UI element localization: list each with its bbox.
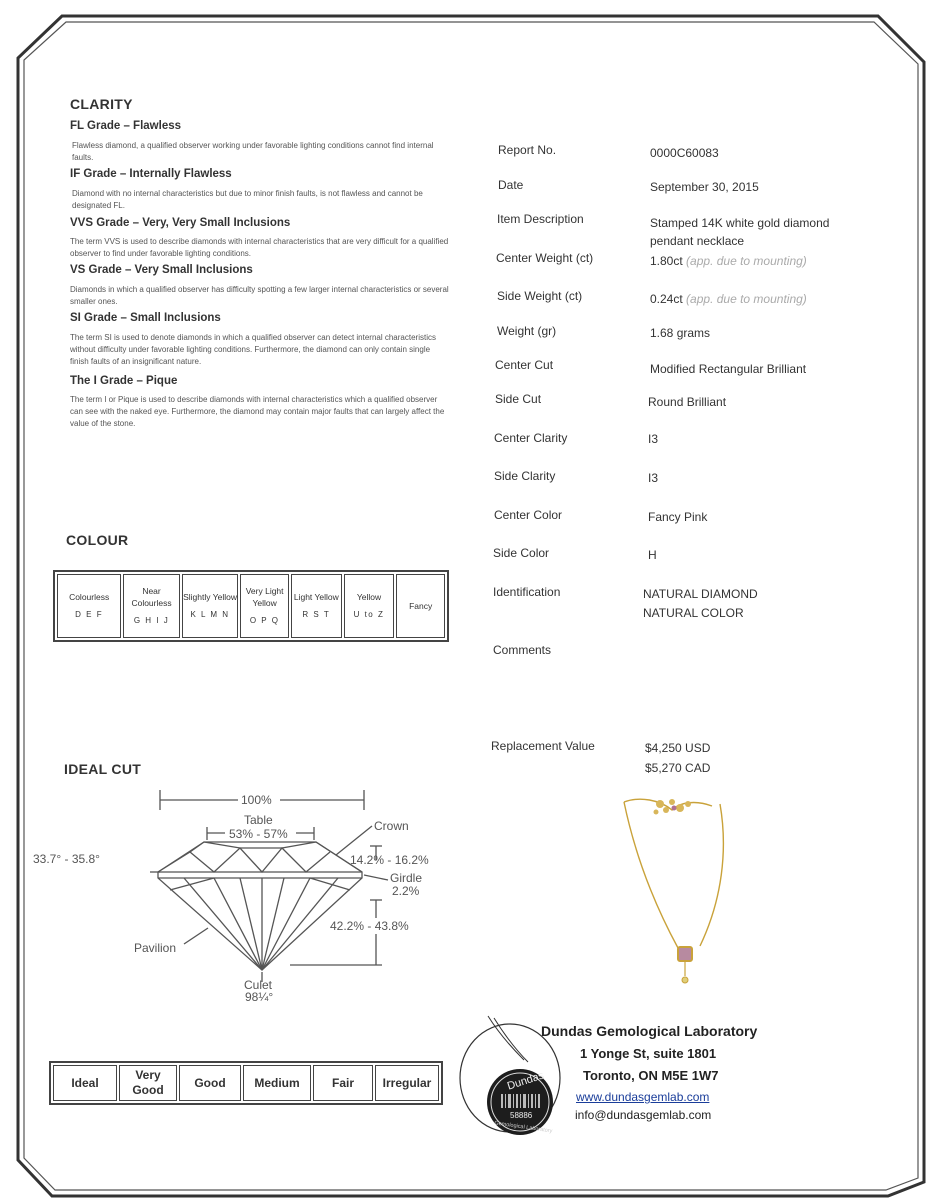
seal-bottom-text: Gemological Laboratory <box>493 1120 553 1135</box>
center-clarity-value: I3 <box>648 432 659 446</box>
diagram-culet-label: Culet <box>244 978 273 992</box>
seal-number: 58886 <box>510 1111 533 1120</box>
cut-grade-irregular: Irregular <box>375 1065 439 1101</box>
replacement-value-label: Replacement Value <box>491 739 595 753</box>
lab-name: Dundas Gemological Laboratory <box>541 1023 758 1039</box>
center-cut-value: Modified Rectangular Brilliant <box>650 362 807 376</box>
replacement-usd: $4,250 USD <box>645 741 711 755</box>
fl-grade-desc: Flawless diamond, a qualified observer working under favorable lighting conditions cannot find internal faults. <box>72 141 434 162</box>
center-clarity-label: Center Clarity <box>494 431 568 445</box>
cut-grade-fair: Fair <box>313 1065 373 1101</box>
cut-grade-good: Good <box>179 1065 241 1101</box>
center-weight-note: (app. due to mounting) <box>686 254 807 268</box>
diagram-pavilion-depth: 42.2% - 43.8% <box>330 919 409 933</box>
side-weight-number: 0.24ct <box>650 292 683 306</box>
cut-grade-ideal: Ideal <box>53 1065 117 1101</box>
diagram-girdle-value: 2.2% <box>392 884 420 898</box>
colour-cell-colourless: Colourless D E F <box>57 574 121 638</box>
identification-label: Identification <box>493 585 561 599</box>
colour-cell-fancy: Fancy <box>396 574 445 638</box>
item-description-line1: Stamped 14K white gold diamond <box>650 216 830 230</box>
item-description-label: Item Description <box>497 212 584 226</box>
side-cut-label: Side Cut <box>495 392 542 406</box>
side-clarity-label: Side Clarity <box>494 469 556 483</box>
colour-cell-near-colourless: Near Colourless G H I J <box>123 574 180 638</box>
center-weight-number: 1.80ct <box>650 254 683 268</box>
seal-top-text: Dundas <box>505 1069 546 1093</box>
lab-address-line1: 1 Yonge St, suite 1801 <box>580 1046 717 1061</box>
lab-email: info@dundasgemlab.com <box>575 1108 712 1122</box>
comments-label: Comments <box>493 643 552 657</box>
i-grade-title: The I Grade – Pique <box>70 375 178 387</box>
side-color-value: H <box>648 548 657 562</box>
identification-line2: NATURAL COLOR <box>643 606 744 620</box>
colour-heading: COLOUR <box>66 532 129 548</box>
colour-cell-very-light-yellow: Very Light Yellow O P Q <box>240 574 289 638</box>
lab-website-link[interactable]: www.dundasgemlab.com <box>576 1090 710 1104</box>
fl-grade-title: FL Grade – Flawless <box>70 120 182 132</box>
replacement-cad: $5,270 CAD <box>645 761 711 775</box>
identification-line1: NATURAL DIAMOND <box>643 587 758 601</box>
diagram-table-range: 53% - 57% <box>229 827 288 841</box>
date-value: September 30, 2015 <box>650 180 759 194</box>
cut-grade-very-good: Very Good <box>119 1065 177 1101</box>
vvs-grade-title: VVS Grade – Very, Very Small Inclusions <box>70 217 291 229</box>
diagram-crown-angle: 33.7° - 35.8° <box>33 852 100 866</box>
diagram-girdle-label: Girdle <box>390 871 423 885</box>
center-cut-label: Center Cut <box>495 358 554 372</box>
report-no-label: Report No. <box>498 143 557 157</box>
colour-cell-slightly-yellow: Slightly Yellow K L M N <box>182 574 239 638</box>
cut-grade-medium: Medium <box>243 1065 311 1101</box>
vs-grade-desc: Diamonds in which a qualified observer has difficulty spotting a few larger internal characteristics or several smaller ones. <box>70 285 449 306</box>
cut-grade-scale <box>49 1061 443 1105</box>
side-color-label: Side Color <box>493 546 550 560</box>
center-weight-label: Center Weight (ct) <box>496 251 594 265</box>
vvs-grade-desc: The term VVS is used to describe diamonds with internal characteristics that are very difficult for a qualified observer to find under favorable lighting conditions. <box>70 237 449 258</box>
diagram-total-width: 100% <box>241 793 272 807</box>
ideal-cut-heading: IDEAL CUT <box>64 761 142 777</box>
necklace-photo <box>600 790 830 1010</box>
diagram-table-label: Table <box>244 813 273 827</box>
weight-label: Weight (gr) <box>497 324 557 338</box>
si-grade-desc: The term SI is used to denote diamonds in which a qualified observer can detect internal characteristics without difficulty under favorable lighting conditions. Furthermore, the diamond can only contain single finish faults of an insignificant nature. <box>70 333 436 366</box>
if-grade-desc: Diamond with no internal characteristics but due to minor finish faults, is not flawless and cannot be designated FL. <box>72 189 423 210</box>
i-grade-desc: The term I or Pique is used to describe diamonds with internal characteristics which a qualified observer can see with the naked eye. Furthermore, the diamond may contain major faults that can largely affect the value of the stone. <box>70 395 445 428</box>
item-description-line2: pendant necklace <box>650 234 745 248</box>
side-cut-value: Round Brilliant <box>648 395 727 409</box>
vs-grade-title: VS Grade – Very Small Inclusions <box>70 264 253 276</box>
diagram-crown-height: 14.2% - 16.2% <box>350 853 429 867</box>
colour-cell-yellow: Yellow U to Z <box>344 574 395 638</box>
diagram-culet-value: 98¼° <box>245 990 274 1004</box>
clarity-heading: CLARITY <box>70 96 133 112</box>
side-clarity-value: I3 <box>648 471 659 485</box>
if-grade-title: IF Grade – Internally Flawless <box>70 168 232 180</box>
diagram-crown-label: Crown <box>374 819 409 833</box>
si-grade-title: SI Grade – Small Inclusions <box>70 312 221 324</box>
weight-value: 1.68 grams <box>650 326 711 340</box>
center-color-value: Fancy Pink <box>648 510 708 524</box>
side-weight-note: (app. due to mounting) <box>686 292 807 306</box>
colour-cell-light-yellow: Light Yellow R S T <box>291 574 342 638</box>
center-color-label: Center Color <box>494 508 563 522</box>
diagram-pavilion-label: Pavilion <box>134 941 177 955</box>
side-weight-label: Side Weight (ct) <box>497 289 583 303</box>
lab-address-line2: Toronto, ON M5E 1W7 <box>583 1068 719 1083</box>
report-no-value: 0000C60083 <box>650 146 719 160</box>
date-label: Date <box>498 178 524 192</box>
